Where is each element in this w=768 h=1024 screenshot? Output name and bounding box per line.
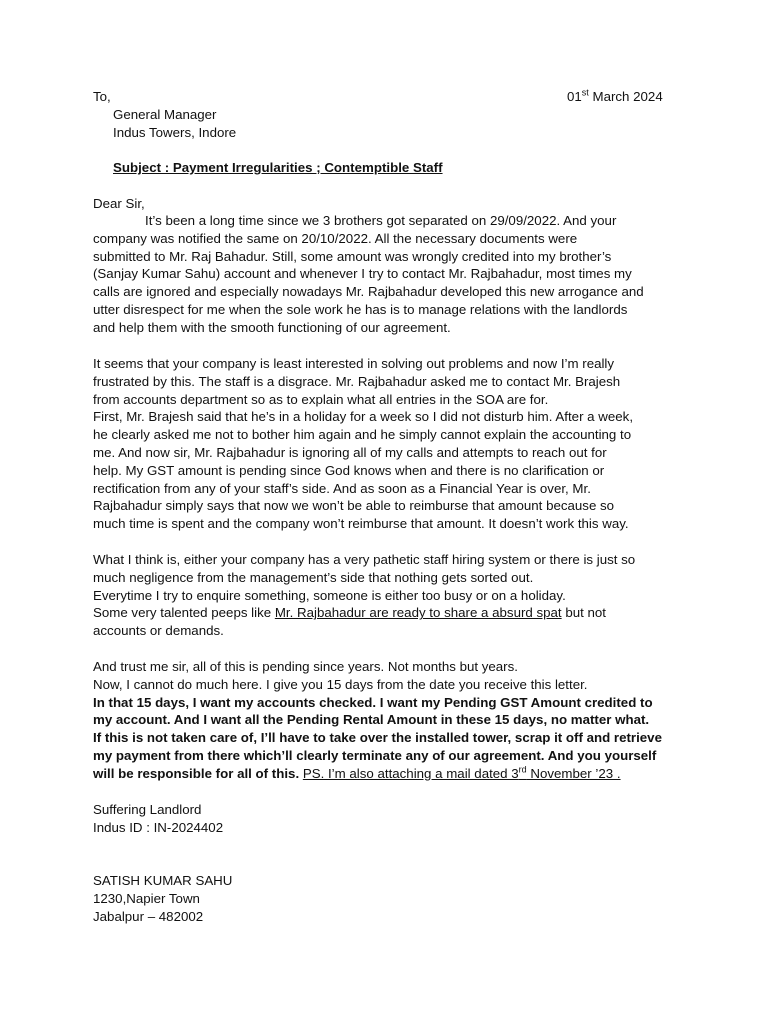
paragraph-line: Everytime I try to enquire something, someone is either too busy or on a holiday. bbox=[93, 587, 566, 603]
recipient-company: Indus Towers, Indore bbox=[113, 125, 237, 140]
paragraph-line: much time is spent and the company won’t reimburse that amount. It doesn’t work this way. bbox=[93, 516, 629, 532]
paragraph-line: utter disrespect for me when the sole work he has is to manage relations with the landlords bbox=[93, 301, 628, 317]
bold-paragraph-line: my account. And I want all the Pending Rental Amount in these 15 days, no matter what. bbox=[93, 712, 650, 728]
ps-text-end: November ’23 . bbox=[526, 765, 621, 781]
ps-text: PS. I’m also attaching a mail dated 3 bbox=[302, 765, 519, 781]
underlined-text: Mr. Rajbahadur are ready to share a absurd spat bbox=[274, 605, 562, 621]
paragraph-line: and help them with the smooth functioning of our agreement. bbox=[93, 319, 451, 335]
paragraph-3 bbox=[93, 551, 693, 640]
paragraph-line: Now, I cannot do much here. I give you 15 days from the date you receive this letter. bbox=[93, 676, 588, 692]
salutation: Dear Sir, bbox=[93, 196, 145, 211]
indus-id: Indus ID : IN-2024402 bbox=[93, 820, 224, 835]
paragraph-line: from accounts department so as to explain what all entries in the SOA are for. bbox=[93, 391, 549, 407]
paragraph-line bbox=[93, 604, 693, 622]
paragraph-line: It seems that your company is least interested in solving out problems and now I’m really bbox=[93, 356, 615, 371]
recipient-title: General Manager bbox=[113, 107, 217, 122]
ps-note bbox=[303, 766, 621, 781]
paragraph-line: he clearly asked me not to bother him again and he simply cannot explain the accounting to bbox=[93, 427, 632, 443]
paragraph-line: It’s been a long time since we 3 brothers got separated on 29/09/2022. And your bbox=[145, 213, 617, 228]
bold-paragraph-line: my payment from there which’ll clearly terminate any of our agreement. And you yourself bbox=[93, 747, 657, 763]
date-day: 01 bbox=[567, 89, 582, 104]
paragraph-4 bbox=[93, 658, 693, 783]
paragraph-line: Rajbahadur simply says that now we won’t be able to reimburse that amount because so bbox=[93, 498, 615, 514]
paragraph-line: much negligence from the management’s side that nothing gets sorted out. bbox=[93, 569, 534, 585]
paragraph-line: accounts or demands. bbox=[93, 623, 224, 639]
paragraph-line: (Sanjay Kumar Sahu) account and whenever I try to contact Mr. Rajbahadur, most times my bbox=[93, 266, 632, 282]
subject-line: Subject : Payment Irregularities ; Contemptible Staff bbox=[113, 160, 443, 175]
sender-address-line1: 1230,Napier Town bbox=[93, 891, 200, 906]
date-suffix: st bbox=[581, 87, 589, 98]
letter-date bbox=[567, 88, 663, 106]
paragraph-1 bbox=[93, 212, 693, 337]
paragraph-line: frustrated by this. The staff is a disgrace. Mr. Rajbahadur asked me to contact Mr. Brajesh bbox=[93, 373, 621, 389]
date-month-year: March 2024 bbox=[588, 89, 663, 104]
paragraph-line: What I think is, either your company has a very pathetic staff hiring system or there is just so bbox=[93, 552, 636, 567]
paragraph-line: First, Mr. Brajesh said that he’s in a holiday for a week so I did not disturb him. After a week, bbox=[93, 409, 634, 425]
bold-paragraph-line: If this is not taken care of, I’ll have to take over the installed tower, scrap it off and retrieve bbox=[93, 730, 662, 746]
bold-paragraph-line: In that 15 days, I want my accounts checked. I want my Pending GST Amount credited to bbox=[93, 694, 653, 710]
bold-text: will be responsible for all of this. bbox=[93, 765, 300, 781]
paragraph-line: And trust me sir, all of this is pending since years. Not months but years. bbox=[93, 659, 518, 674]
paragraph-line: calls are ignored and especially nowadays Mr. Rajbahadur developed this new arrogance and bbox=[93, 284, 644, 300]
paragraph-2 bbox=[93, 355, 693, 533]
sender-address-line2: Jabalpur – 482002 bbox=[93, 909, 204, 924]
paragraph-line: submitted to Mr. Raj Bahadur. Still, some amount was wrongly credited into my brother’s bbox=[93, 248, 612, 264]
ps-sup: rd bbox=[518, 764, 527, 775]
paragraph-line: company was notified the same on 20/10/2022. All the necessary documents were bbox=[93, 230, 578, 246]
paragraph-line: rectification from any of your staff’s side. And as soon as a Financial Year is over, Mr. bbox=[93, 480, 591, 496]
text-segment: Some very talented peeps like bbox=[93, 605, 275, 621]
paragraph-line: help. My GST amount is pending since God knows when and there is no clarification or bbox=[93, 462, 605, 478]
closing-line: Suffering Landlord bbox=[93, 802, 202, 817]
sender-name: SATISH KUMAR SAHU bbox=[93, 873, 233, 888]
text-segment: but not bbox=[561, 605, 606, 621]
to-label: To, bbox=[93, 89, 111, 104]
paragraph-line: me. And now sir, Mr. Rajbahadur is ignoring all of my calls and attempts to reach out for bbox=[93, 444, 607, 460]
paragraph-line bbox=[93, 765, 693, 783]
